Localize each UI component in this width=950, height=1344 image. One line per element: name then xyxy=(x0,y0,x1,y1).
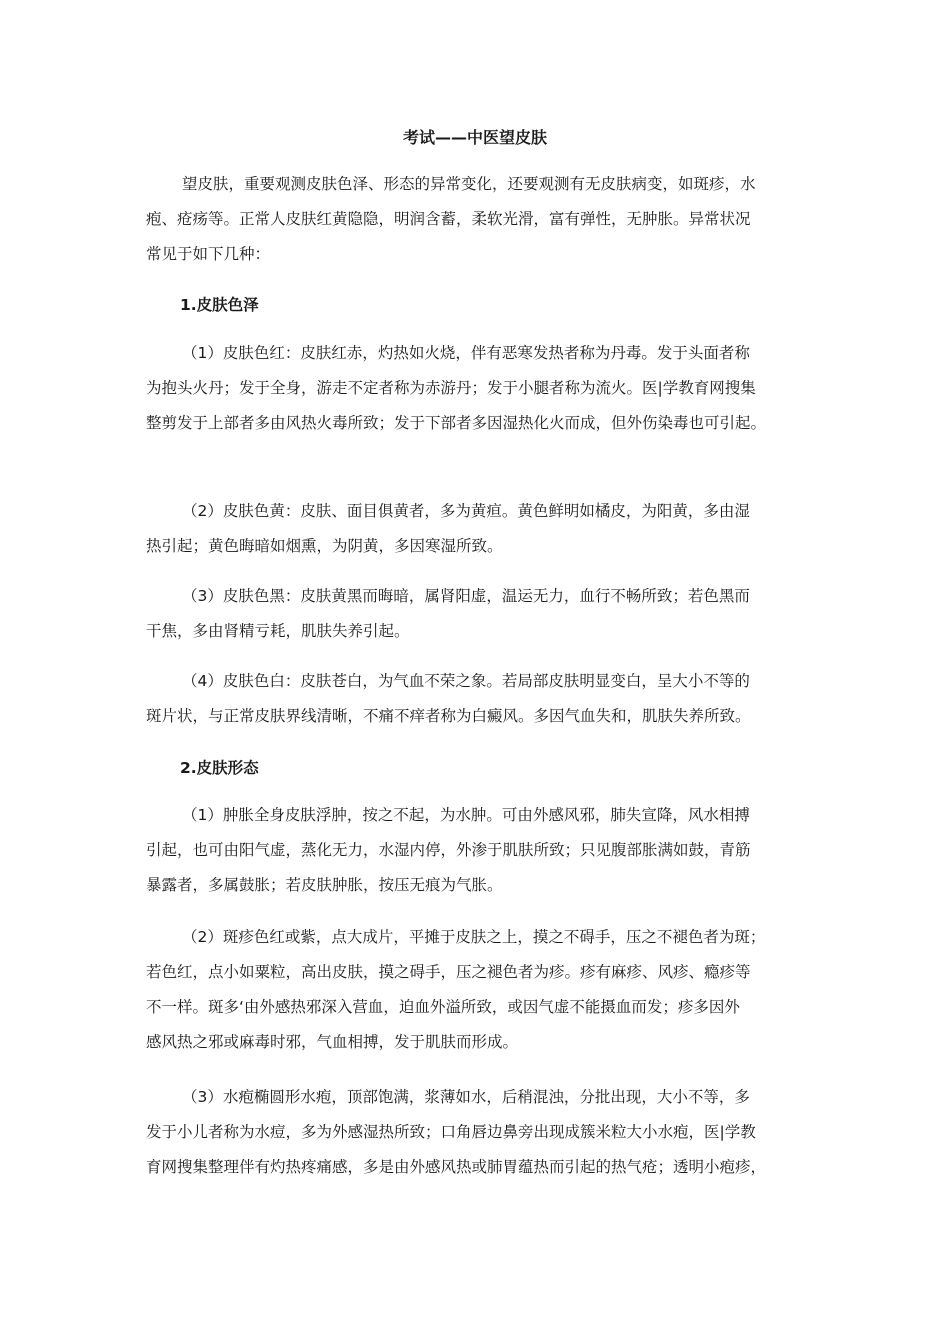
text-line: （4）皮肤色白：皮肤苍白，为气血不荣之象。若局部皮肤明显变白，呈大小不等的 xyxy=(182,672,750,690)
text-line: 暴露者，多属鼓胀；若皮肤肿胀，按压无痕为气胀。 xyxy=(146,876,503,894)
text-line: （3）水疱椭圆形水疱，顶部饱满，浆薄如水，后稍混浊，分批出现，大小不等，多 xyxy=(182,1088,750,1106)
paragraph-skin-red xyxy=(146,336,818,441)
text-line: 干焦，多由肾精亏耗，肌肤失养引起。 xyxy=(146,622,410,640)
text-line: （2）斑疹色红或紫，点大成片，平摊于皮肤之上，摸之不碍手，压之不褪色者为斑； xyxy=(182,928,766,946)
text-line: （3）皮肤色黑：皮肤黄黑而晦暗，属肾阳虚，温运无力，血行不畅所致；若色黑而 xyxy=(182,587,750,605)
text-line: 不一样。斑多‘由外感热邪深入营血，迫血外溢所致，或因气虚不能摄血而发；疹多因外 xyxy=(146,998,740,1016)
text-line: 望皮肤，重要观测皮肤色泽、形态的异常变化，还要观测有无皮肤病变，如斑疹，水 xyxy=(182,175,756,193)
text-line: （2）皮肤色黄：皮肤、面目俱黄者，多为黄疸。黄色鲜明如橘皮，为阳黄，多由湿 xyxy=(182,502,750,520)
paragraph-skin-black xyxy=(146,579,818,649)
text-line: 若色红，点小如粟粒，高出皮肤，摸之碍手，压之褪色者为疹。疹有麻疹、风疹、瘾疹等 xyxy=(146,963,751,981)
paragraph-skin-white xyxy=(146,664,818,734)
text-line: 感风热之邪或麻毒时邪，气血相搏，发于肌肤而形成。 xyxy=(146,1033,519,1051)
text-line: 发于小儿者称为水痘，多为外感湿热所致；口角唇边鼻旁出现成簇米粒大小水疱，医|学教 xyxy=(146,1123,756,1141)
section-heading-color: 1.皮肤色泽 xyxy=(180,296,259,314)
text-line: 为抱头火丹；发于全身，游走不定者称为赤游丹；发于小腿者称为流火。医|学教育网搜集 xyxy=(146,379,756,397)
paragraph-blister xyxy=(146,1080,818,1185)
text-line: 常见于如下几种： xyxy=(146,245,271,263)
section-heading-form: 2.皮肤形态 xyxy=(180,759,259,777)
text-line: 疱、疮疡等。正常人皮肤红黄隐隐，明润含蓄，柔软光滑，富有弹性，无肿胀。异常状况 xyxy=(146,210,751,228)
text-line: 引起，也可由阳气虚，蒸化无力，水湿内停，外渗于肌肤所致；只见腹部胀满如鼓，青筋 xyxy=(146,841,751,859)
paragraph-skin-yellow xyxy=(146,494,818,564)
intro-paragraph xyxy=(146,167,818,272)
text-line: 斑片状，与正常皮肤界线清晰，不痛不痒者称为白癜风。多因气血失和，肌肤失养所致。 xyxy=(146,707,751,725)
text-line: 热引起；黄色晦暗如烟熏，为阴黄，多因寒湿所致。 xyxy=(146,537,503,555)
text-line: （1）皮肤色红：皮肤红赤，灼热如火烧，伴有恶寒发热者称为丹毒。发于头面者称 xyxy=(182,344,750,362)
document-title: 考试——中医望皮肤 xyxy=(402,128,547,147)
text-line: 整剪发于上部者多由风热火毒所致；发于下部者多因湿热化火而成，但外伤染毒也可引起。 xyxy=(146,414,767,432)
paragraph-rash xyxy=(146,920,818,1060)
paragraph-swelling xyxy=(146,798,818,903)
text-line: （1）肿胀全身皮肤浮肿，按之不起，为水肿。可由外感风邪，肺失宣降，风水相搏 xyxy=(182,806,750,824)
text-line: 育网搜集整理伴有灼热疼痛感，多是由外感风热或肺胃蕴热而引起的热气疮；透明小疱疹， xyxy=(146,1158,767,1176)
